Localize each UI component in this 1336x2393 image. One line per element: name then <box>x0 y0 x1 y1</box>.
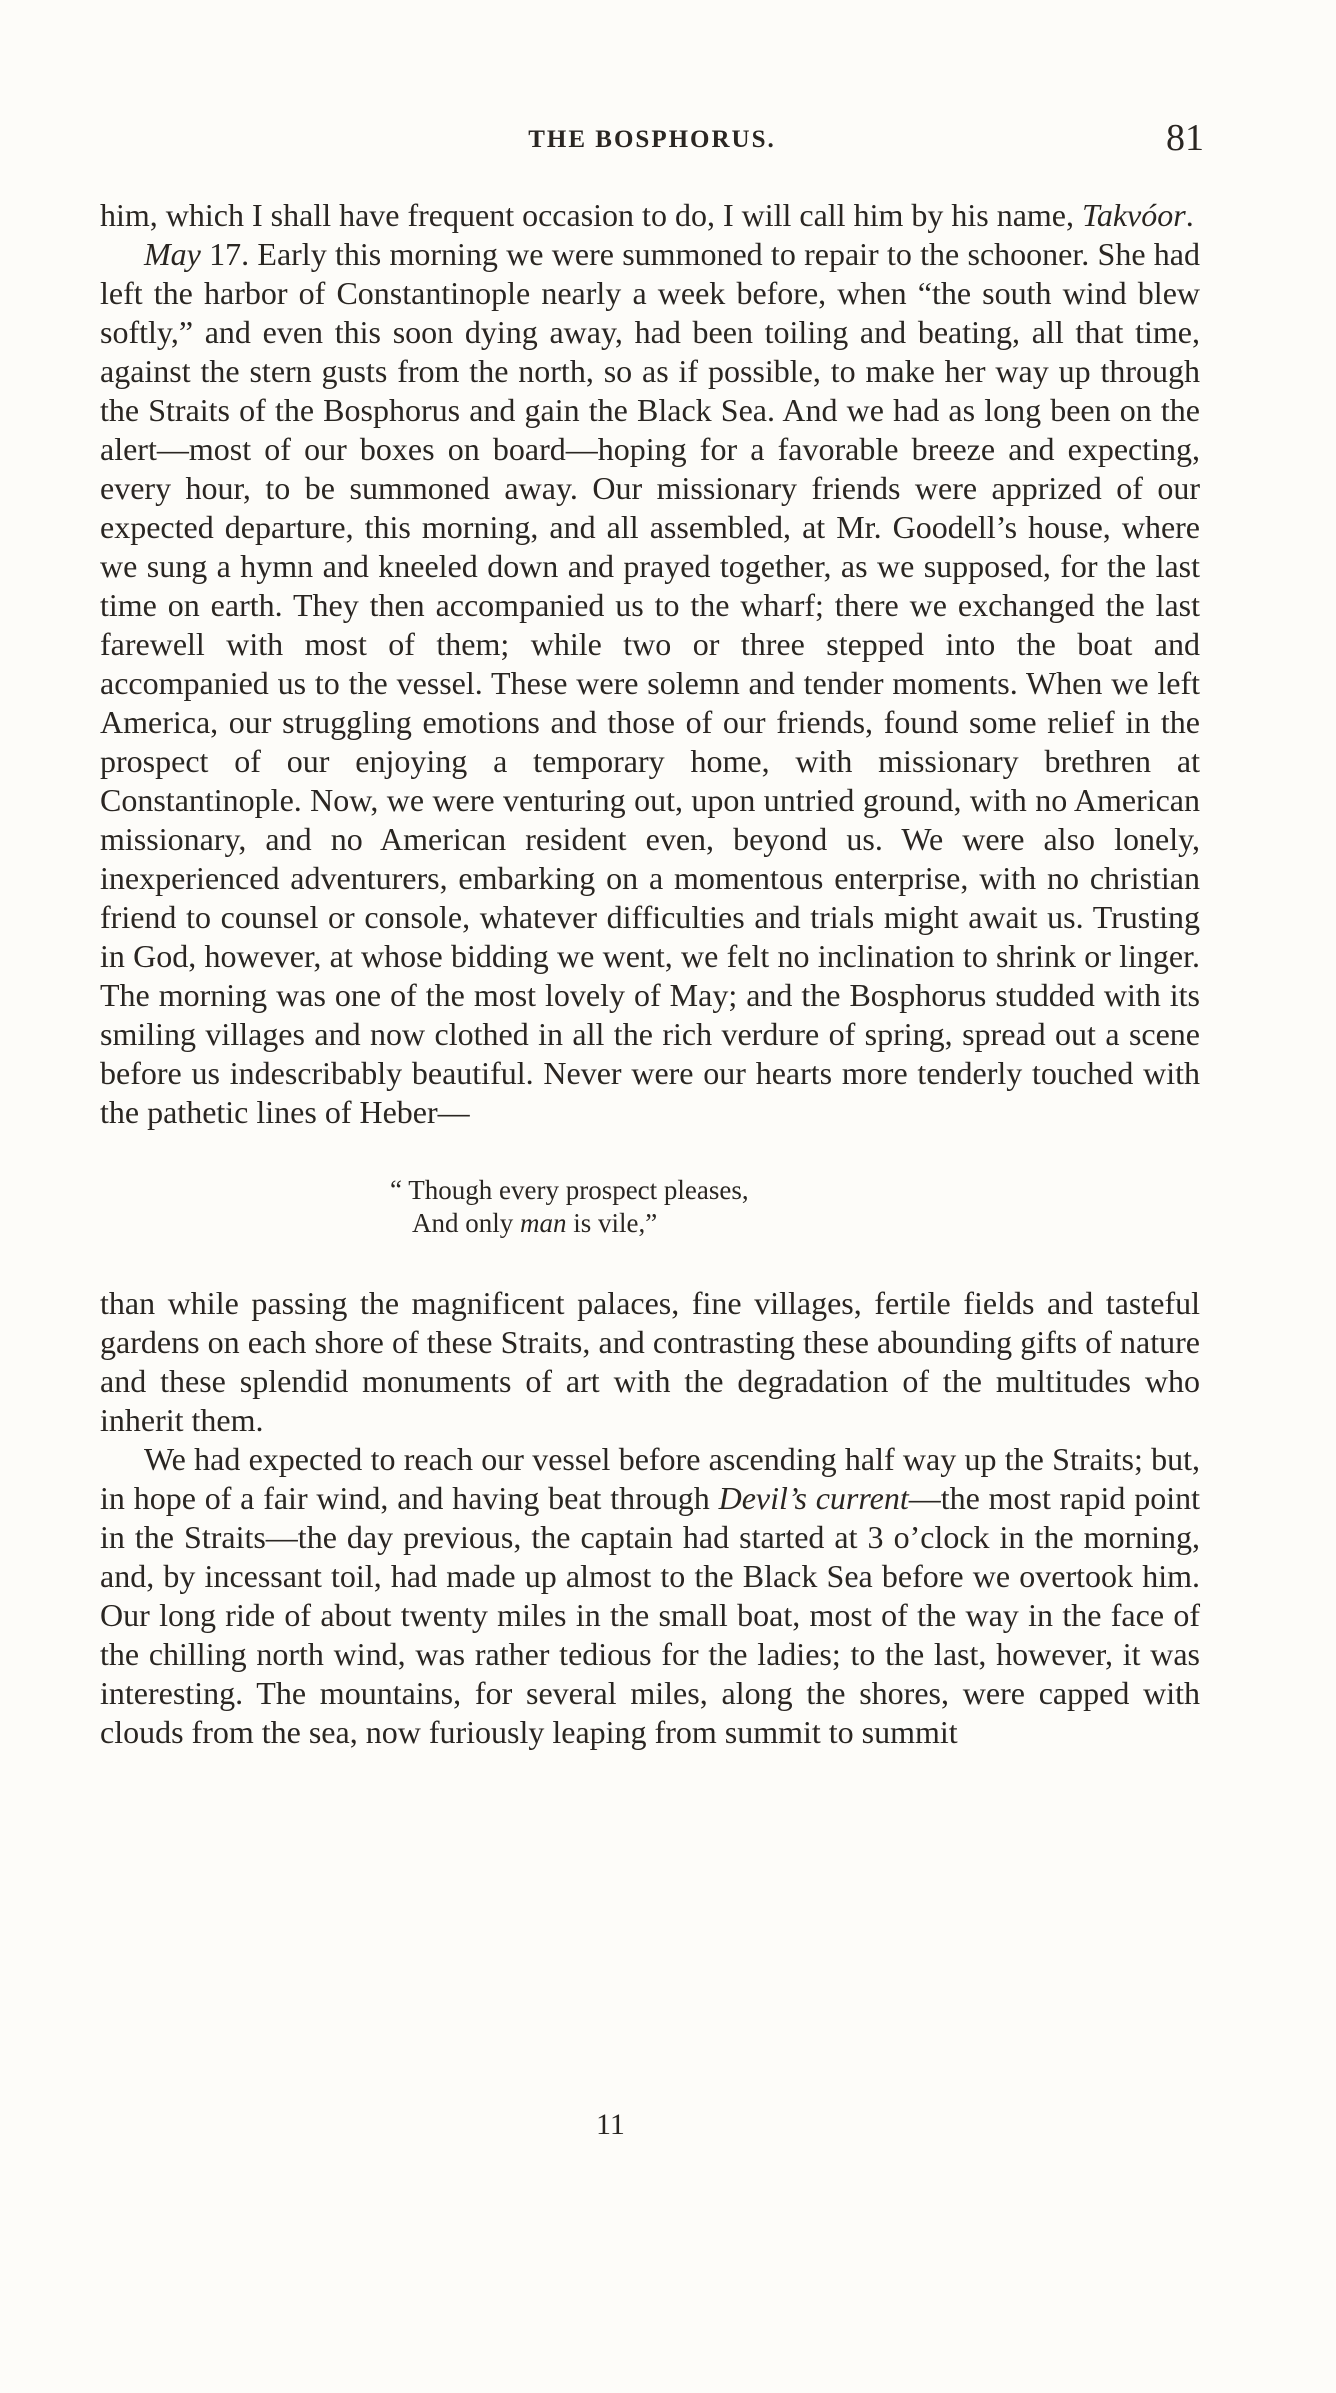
verse-text: is vile,” <box>566 1208 658 1238</box>
paragraph-continuation <box>100 196 1200 235</box>
paragraph-vessel <box>100 1440 1200 1752</box>
paragraph-text: 17. Early this morning we were summoned to repair to the schooner. She had left the harbor of Constantinople nearly a week before, when “the south wind blew softly,” and even this soon dying away, had been toiling and beating, all that time, against the stern gusts from the north, so as if possible, to make her way up through the Straits of the Bosphorus and gain the Black Sea. And we had as long been on the alert—most of our boxes on board—hoping for a favorable breeze and expecting, every hour, to be summoned away. Our missionary friends were apprized of our expected departure, this morning, and all assembled, at Mr. Goodell’s house, where we sung a hymn and kneeled down and prayed together, as we supposed, for the last time on earth. They then accompanied us to the wharf; there we exchanged the last farewell with most of them; while two or three stepped into the boat and accompanied us to the vessel. These were solemn and tender moments. When we left America, our struggling emotions and those of our friends, found some relief in the prospect of our enjoying a temporary home, with missionary brethren at Constantinople. Now, we were venturing out, upon untried ground, with no American missionary, and no American resident even, beyond us. We were also lonely, inexperienced adventurers, embarking on a momentous enterprise, with no christian friend to counsel or console, whatever difficulties and trials might await us. Trusting in God, however, at whose bidding we went, we felt no inclination to shrink or linger. The morning was one of the most lovely of May; and the Bosphorus studded with its smiling villages and now clothed in all the rich verdure of spring, spread out a scene before us indescribably beautiful. Never were our hearts more tenderly touched with the pathetic lines of Heber— <box>100 236 1200 1130</box>
paragraph-text: . <box>1185 197 1194 233</box>
running-title: THE BOSPHORUS. <box>528 126 776 153</box>
italic-date: May <box>144 236 201 272</box>
paragraph-text: —the most rapid point in the Straits—the day previous, the captain had started at 3 o’clock in the morning, and, by incessant toil, had made up almost to the Black Sea before we overtook him. Our long ride of about twenty miles in the small boat, most of the way in the face of the chilling north wind, was rather tedious for the ladies; to the last, however, it was interesting. The mountains, for several miles, along the shores, were capped with clouds from the sea, now furiously leaping from summit to summit <box>100 1480 1201 1750</box>
signature-mark: 11 <box>596 2108 625 2141</box>
italic-name: Takvóor <box>1081 197 1186 233</box>
paragraph-after-verse: than while passing the magnificent palaces, fine villages, fertile fields and tasteful gardens on each shore of these Straits, and contrasting these abounding gifts of nature and these splendid monuments of art with the degradation of the multitudes who inherit them. <box>100 1285 1200 1438</box>
paragraph-may-17 <box>100 235 1200 1132</box>
verse-text: And only <box>412 1208 520 1238</box>
italic-word: man <box>520 1208 567 1238</box>
italic-place: Devil’s current <box>718 1480 909 1516</box>
page-number: 81 <box>1166 117 1204 159</box>
page-header <box>100 117 1204 162</box>
paragraph-text: We had expected to reach our vessel before ascending half way up the Straits; but, in hope of a fair wind, and having beat through <box>100 1441 1200 1516</box>
verse-quotation <box>390 1174 1200 1240</box>
verse-line <box>390 1207 1200 1240</box>
verse-line: “ Though every prospect pleases, <box>390 1175 749 1205</box>
paragraph-text: him, which I shall have frequent occasion to do, I will call him by his name, <box>100 197 1082 233</box>
body-text <box>100 196 1200 1752</box>
